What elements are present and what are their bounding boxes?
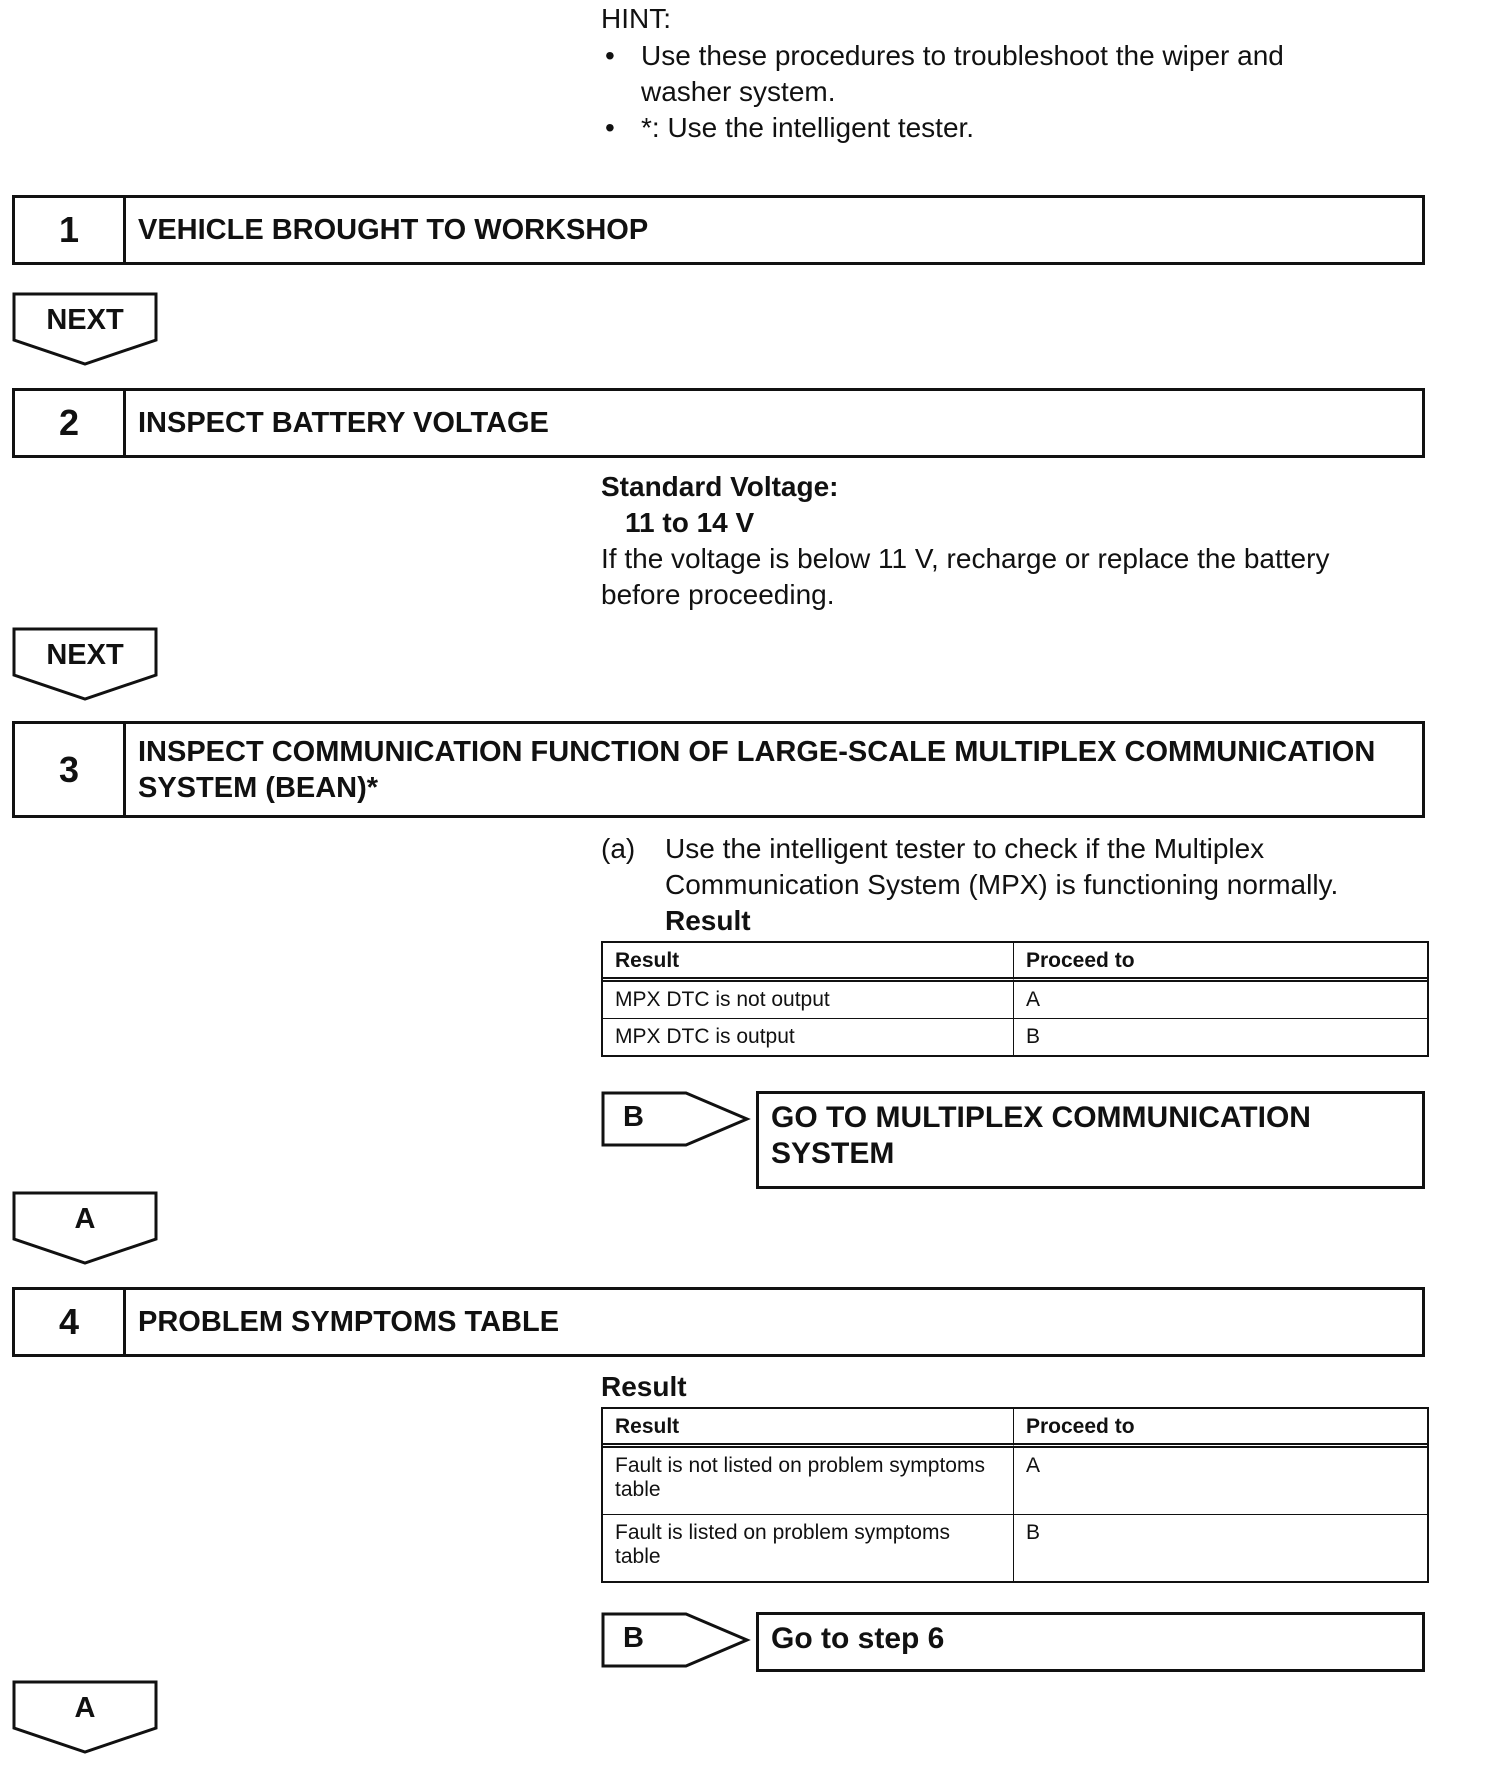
step-number: 1 — [15, 198, 126, 262]
column-header: Result — [603, 1409, 1014, 1448]
table-cell: MPX DTC is not output — [603, 982, 1014, 1019]
branch-arrow — [601, 1091, 751, 1147]
hint-item: • *: Use the intelligent tester. — [601, 110, 1361, 146]
table-cell: B — [1026, 1521, 1041, 1544]
step-title: INSPECT COMMUNICATION FUNCTION OF LARGE-SCALE MULTIPLEX COMMUNICATION SYSTEM (BEAN)* — [138, 735, 1376, 804]
table-cell: A — [1014, 982, 1427, 1019]
table-cell: A — [1014, 1448, 1427, 1515]
step-3-box — [12, 721, 1425, 818]
step-title: VEHICLE BROUGHT TO WORKSHOP — [138, 214, 649, 246]
step-2-box — [12, 388, 1425, 458]
table-cell: MPX DTC is output — [603, 1019, 1014, 1055]
step-number: 2 — [15, 391, 126, 455]
column-header: Proceed to — [1014, 1409, 1427, 1448]
table-cell: Fault is not listed on problem symptoms table — [603, 1448, 1014, 1515]
next-arrow — [12, 292, 158, 366]
table-row — [603, 1515, 1427, 1581]
table-header-row — [603, 1409, 1427, 1448]
item-text: Use the intelligent tester to check if the Multiplex Communication System (MPX) is functioning normally. — [665, 833, 1339, 900]
branch-label: B — [623, 1101, 644, 1133]
step-1-box — [12, 195, 1425, 265]
a-arrow — [12, 1191, 158, 1265]
standard-voltage-value: 11 to 14 V — [625, 507, 755, 538]
step-title: PROBLEM SYMPTOMS TABLE — [138, 1306, 560, 1338]
item-label: (a) — [601, 833, 636, 864]
table-header-row — [603, 943, 1427, 982]
voltage-note: If the voltage is below 11 V, recharge or replace the battery before proceeding. — [601, 543, 1330, 610]
a-arrow — [12, 1680, 158, 1754]
hint-list — [601, 38, 1361, 146]
goto-step-6-box: Go to step 6 — [756, 1612, 1425, 1672]
step-4-box — [12, 1287, 1425, 1357]
next-label: NEXT — [46, 639, 124, 671]
result-heading: Result — [601, 1371, 687, 1402]
step-number: 3 — [15, 724, 126, 815]
next-label: NEXT — [46, 304, 124, 336]
branch-arrow — [601, 1612, 751, 1668]
goto-multiplex-box: GO TO MULTIPLEX COMMUNICATION SYSTEM — [756, 1091, 1425, 1189]
table-row — [603, 1448, 1427, 1515]
hint-title: HINT: — [601, 3, 671, 34]
result-table — [601, 941, 1429, 1057]
hint-item: • Use these procedures to troubleshoot the wiper and washer system. — [601, 38, 1361, 110]
table-cell: B — [1026, 1025, 1041, 1048]
column-header: Proceed to — [1014, 943, 1427, 982]
branch-label: B — [623, 1622, 644, 1654]
step-number: 4 — [15, 1290, 126, 1354]
a-label: A — [74, 1203, 96, 1235]
a-label: A — [74, 1692, 96, 1724]
table-row — [603, 1019, 1427, 1055]
step-title: INSPECT BATTERY VOLTAGE — [138, 407, 549, 439]
column-header: Result — [603, 943, 1014, 982]
table-cell: Fault is listed on problem symptoms table — [603, 1515, 1014, 1581]
next-arrow — [12, 627, 158, 701]
result-table — [601, 1407, 1429, 1583]
standard-voltage-label: Standard Voltage: — [601, 471, 839, 502]
table-row — [603, 982, 1427, 1019]
result-heading: Result — [665, 905, 751, 936]
